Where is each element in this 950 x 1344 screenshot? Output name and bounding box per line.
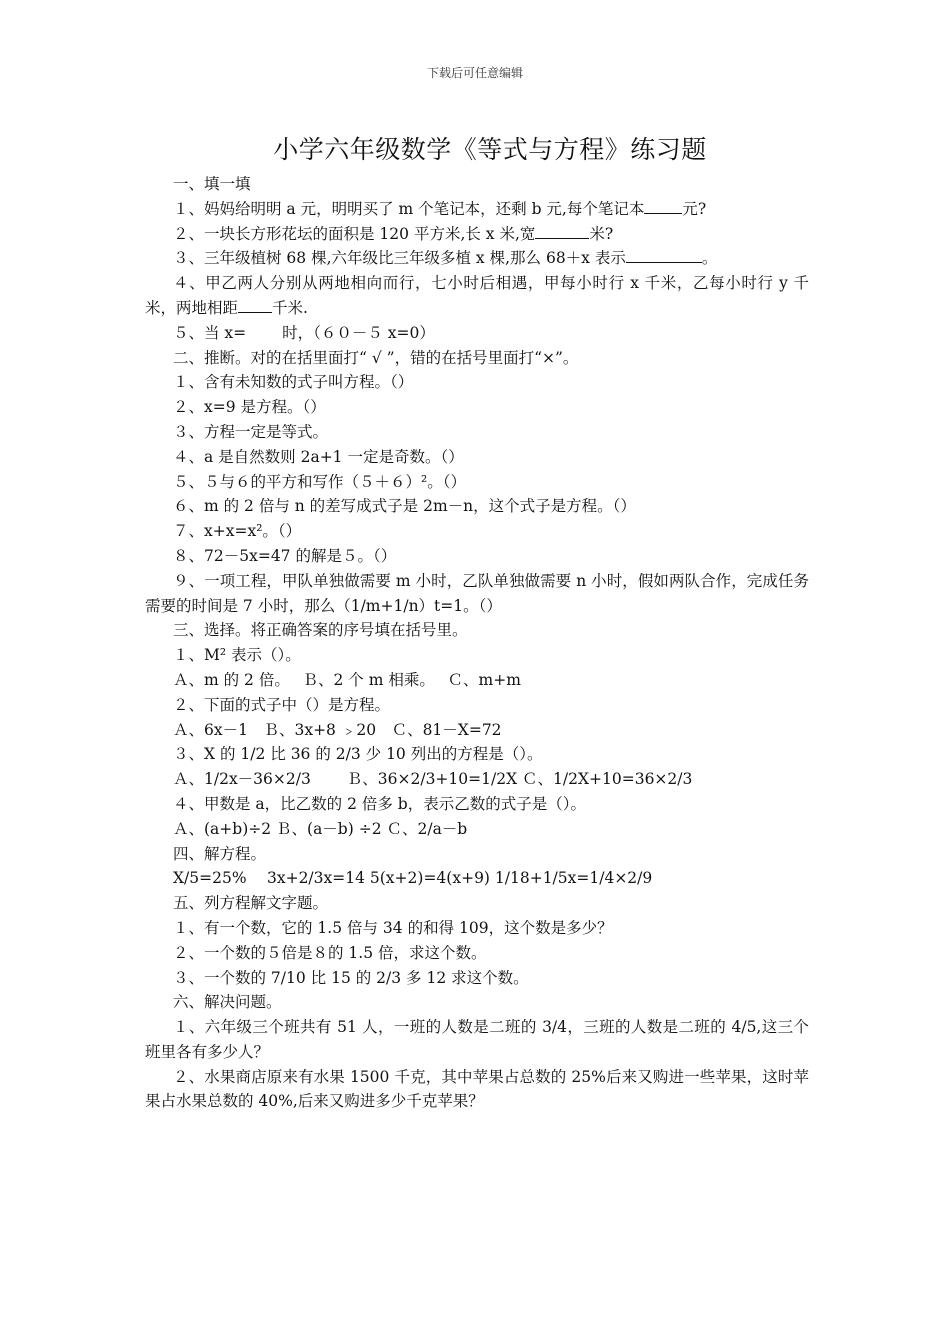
question-1-5: ５、当 x= 时，（６０－５ x=0） bbox=[173, 323, 435, 342]
question-3-2-options: Ａ、6x－1 Ｂ、3x+8 ﹥20 Ｃ、81－X=72 bbox=[173, 720, 502, 739]
question-2-5: ５、５与６的平方和写作（５＋６）²。（） bbox=[173, 472, 466, 491]
question-1-2: ２、一块长方形花坛的面积是 120 平方米,长 x 米,宽 米? bbox=[145, 222, 809, 247]
section-1-heading: 一、填一填 bbox=[173, 175, 251, 193]
question-3-2: ２、下面的式子中（）是方程。 bbox=[173, 695, 391, 714]
question-5-1: １、有一个数，它的 1.5 倍与 34 的和得 109，这个数是多少？ bbox=[173, 918, 613, 937]
equations-line: X/5=25% 3x+2/3x=14 5(x+2)=4(x+9) 1/18+1/5x=1/4×2/9 bbox=[173, 869, 653, 888]
question-3-4-options: Ａ、(a+b)÷2 Ｂ、(a－b) ÷2 Ｃ、2/a－b bbox=[173, 819, 468, 838]
question-1-4: ４、甲乙两人分别从两地相向而行，七小时后相遇，甲每小时行 x 千米，乙每小时行 y 千米，两地相距 千米. bbox=[145, 274, 809, 317]
question-3-1: １、M² 表示（）。 bbox=[173, 646, 301, 665]
question-3-3: ３、X 的 1/2 比 36 的 2/3 少 10 列出的方程是（）。 bbox=[173, 745, 543, 764]
section-5-heading: 五、列方程解文字题。 bbox=[173, 894, 329, 913]
question-6-1: １、六年级三个班共有 51 人，一班的人数是二班的 3/4，三班的人数是二班的 4/5,这三个班里各有多少人？ bbox=[145, 1018, 809, 1061]
question-2-3: ３、方程一定是等式。 bbox=[173, 422, 329, 441]
page-header: 下载后可任意编辑 bbox=[426, 66, 523, 80]
question-1-1: １、妈妈给明明 a 元，明明买了 m 个笔记本，还剩 b 元,每个笔记本 元? bbox=[145, 197, 809, 222]
question-2-8: ８、72－5x=47 的解是５。（） bbox=[173, 546, 397, 565]
question-2-9: ９、一项工程，甲队单独做需要 m 小时，乙队单独做需要 n 小时，假如两队合作，完成任务需要的时间是 7 小时，那么（1/m+1/n）t=1。（） bbox=[145, 571, 809, 615]
question-2-4: ４、a 是自然数则 2a+1 一定是奇数。（） bbox=[173, 447, 464, 466]
question-2-2: ２、x=9 是方程。（） bbox=[173, 398, 326, 417]
answer-blank[interactable] bbox=[626, 246, 702, 263]
page-title: 小学六年级数学《等式与方程》练习题 bbox=[273, 135, 707, 164]
section-2-heading: 二、推断。对的在括里面打“ √ ”，错的在括号里面打“×”。 bbox=[173, 348, 579, 367]
question-5-2: ２、一个数的５倍是８的 1.5 倍，求这个数。 bbox=[173, 943, 487, 962]
section-4-heading: 四、解方程。 bbox=[173, 844, 267, 863]
question-3-4: ４、甲数是 a，比乙数的 2 倍多 b，表示乙数的式子是（）。 bbox=[173, 794, 586, 813]
section-3-heading: 三、选择。将正确答案的序号填在括号里。 bbox=[173, 621, 468, 640]
question-2-6: ６、m 的 2 倍与 n 的差写成式子是 2m－n，这个式子是方程。（） bbox=[173, 497, 636, 516]
question-6-2: ２、水果商店原来有水果 1500 千克，其中苹果占总数的 25%后来又购进一些苹果，这时苹果占水果总数的 40%,后来又购进多少千克苹果？ bbox=[145, 1067, 809, 1111]
question-3-1-options: Ａ、m 的 2 倍。 Ｂ、2 个 m 相乘。 Ｃ、m+m bbox=[173, 670, 521, 689]
answer-blank[interactable] bbox=[535, 222, 589, 239]
answer-blank[interactable] bbox=[238, 296, 272, 313]
question-3-3-options: Ａ、1/2x－36×2/3 Ｂ、36×2/3+10=1/2X Ｃ、1/2X+10=36×2/3 bbox=[173, 770, 693, 789]
answer-blank[interactable] bbox=[644, 197, 682, 214]
document-body bbox=[145, 172, 809, 1114]
section-6-heading: 六、解决问题。 bbox=[173, 993, 282, 1012]
question-2-1: １、含有未知数的式子叫方程。（） bbox=[173, 373, 414, 392]
question-2-7: ７、x+x=x²。（） bbox=[173, 522, 302, 541]
question-5-3: ３、一个数的 7/10 比 15 的 2/3 多 12 求这个数。 bbox=[173, 968, 529, 987]
question-1-3: ３、三年级植树 68 棵,六年级比三年级多植 x 棵,那么 68＋x 表示 。 bbox=[145, 246, 809, 271]
